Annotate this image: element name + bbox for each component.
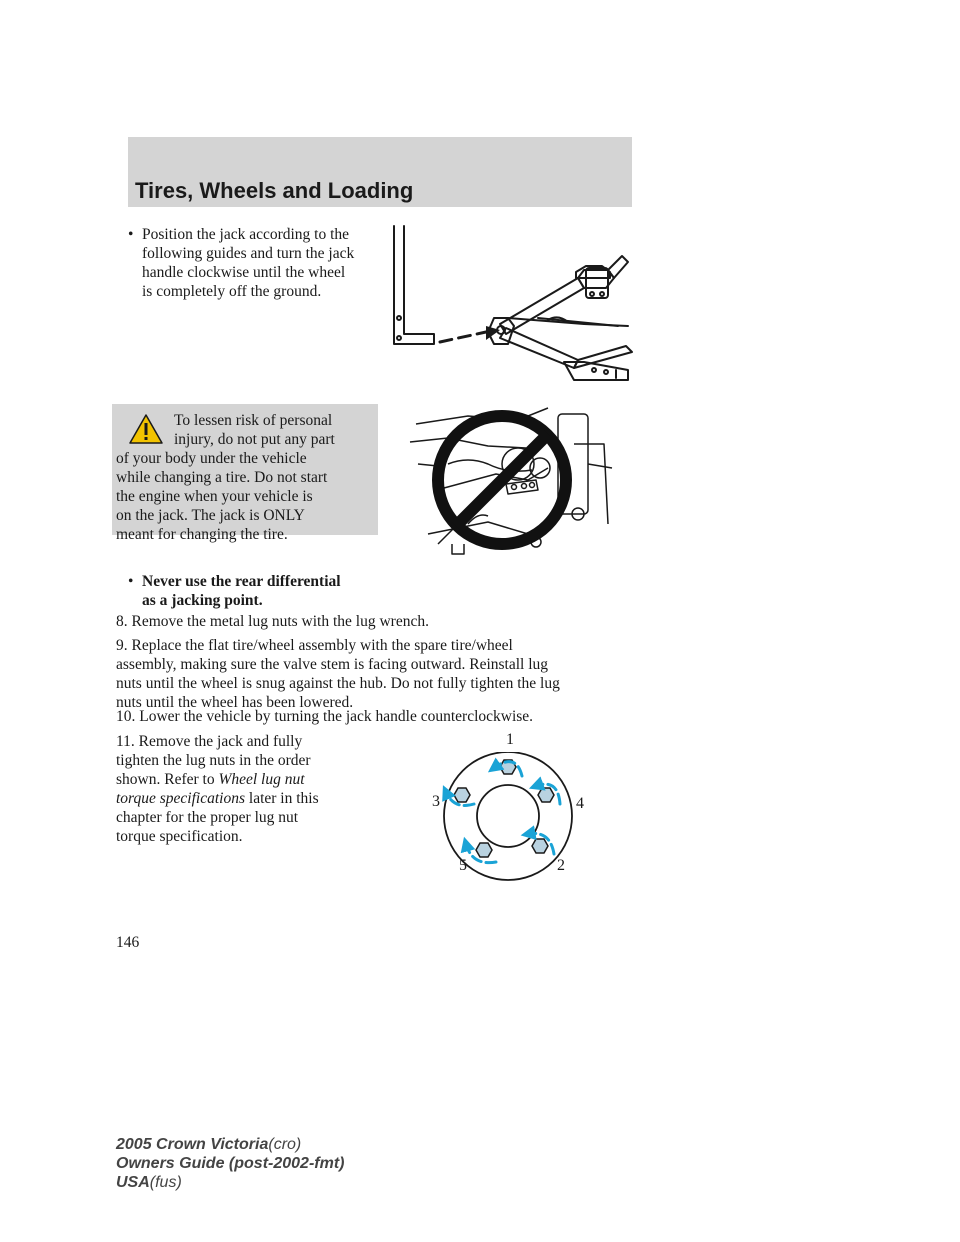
footer-code: (cro) — [268, 1136, 302, 1153]
text-line: later in this — [245, 790, 319, 807]
footer-guide: Owners Guide (post-2002-fmt) — [116, 1155, 345, 1172]
text-line: 11. Remove the jack and fully — [116, 733, 303, 750]
text-line: nuts until the wheel is snug against the hub. Do not fully tighten the lug — [116, 675, 560, 692]
text-line: handle clockwise until the wheel — [142, 264, 346, 281]
text-line: shown. Refer to — [116, 771, 219, 788]
text-line: of your body under the vehicle — [116, 450, 307, 467]
cross-reference-link: torque specifications — [116, 790, 246, 807]
lug-order-label-4: 4 — [576, 795, 584, 812]
text-line: while changing a tire. Do not start — [116, 469, 328, 486]
lug-nut — [538, 788, 554, 802]
cross-reference-link: Wheel lug nut — [218, 771, 305, 788]
text-line: Position the jack according to the — [142, 226, 350, 243]
lug-order-label-2: 2 — [557, 857, 565, 874]
step-11 — [116, 732, 386, 846]
footer-model: 2005 Crown Victoria — [116, 1136, 269, 1153]
page-number: 146 — [116, 934, 140, 951]
lug-nut — [532, 839, 548, 853]
no-differential-jacking-illustration — [408, 404, 618, 556]
text-line: chapter for the proper lug nut — [116, 809, 299, 826]
section-title: Tires, Wheels and Loading — [135, 178, 414, 203]
jack-handle-illustration — [388, 222, 636, 390]
text-line: 9. Replace the flat tire/wheel assembly with the spare tire/wheel — [116, 637, 513, 654]
footer — [116, 1135, 344, 1192]
bullet-marker: • — [128, 226, 134, 243]
step-9 — [116, 636, 636, 712]
bullet-position-jack — [128, 225, 388, 301]
text-line: the engine when your vehicle is — [116, 488, 313, 505]
text-line: tighten the lug nuts in the order — [116, 752, 311, 769]
text-line: on the jack. The jack is ONLY — [116, 507, 305, 524]
wheel-hub — [477, 785, 539, 847]
text-line: assembly, making sure the valve stem is facing outward. Reinstall lug — [116, 656, 549, 673]
text-line: following guides and turn the jack — [142, 245, 355, 262]
warning-text — [116, 411, 378, 544]
text-line: is completely off the ground. — [142, 283, 322, 300]
bullet-marker: • — [128, 573, 134, 590]
bullet-never-differential — [128, 572, 388, 610]
footer-market: USA — [116, 1174, 150, 1191]
lug-order-label-1: 1 — [506, 731, 514, 748]
text-line: as a jacking point. — [142, 592, 263, 609]
step-10: 10. Lower the vehicle by turning the jack handle counterclockwise. — [116, 708, 534, 725]
text-line: To lessen risk of personal — [174, 412, 333, 429]
text-line: meant for changing the tire. — [116, 526, 288, 543]
lug-nut — [476, 843, 492, 857]
text-line: injury, do not put any part — [174, 431, 335, 448]
lug-order-label-3: 3 — [432, 793, 440, 810]
lug-nut — [454, 788, 470, 802]
text-line: Never use the rear differential — [142, 573, 341, 590]
text-line: nuts until the wheel has been lowered. — [116, 694, 354, 711]
footer-market-code: (fus) — [149, 1174, 182, 1191]
text-line: torque specification. — [116, 828, 243, 845]
step-8: 8. Remove the metal lug nuts with the lug wrench. — [116, 613, 429, 630]
lug-order-label-5: 5 — [459, 857, 467, 874]
